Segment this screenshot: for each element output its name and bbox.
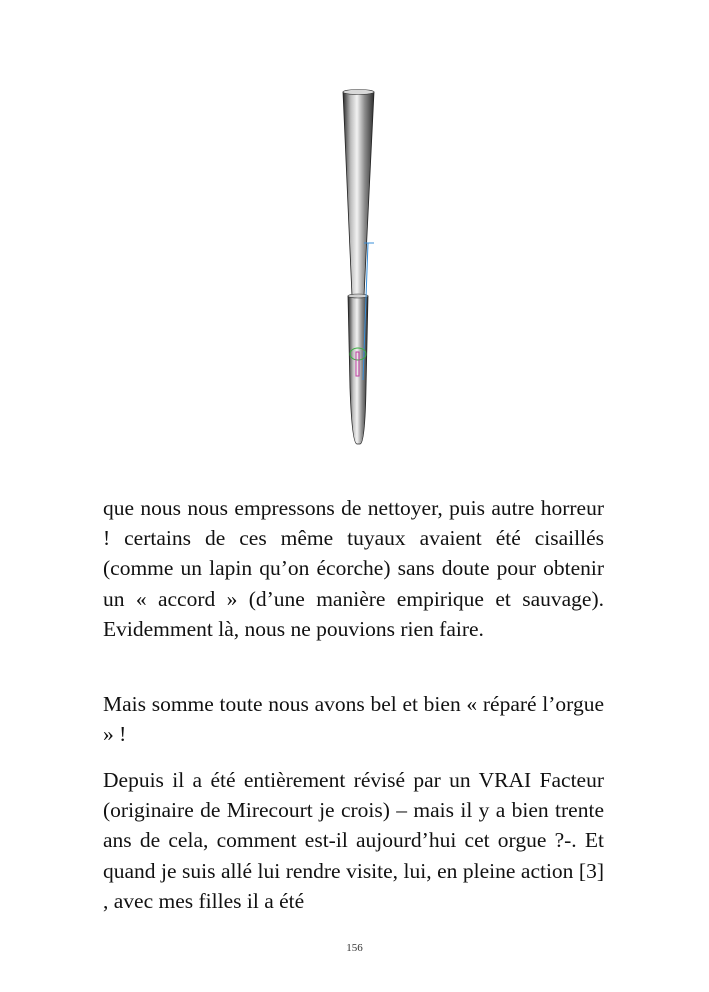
page-number: 156 <box>346 942 363 954</box>
paragraph-text: Depuis il a été entièrement révisé par un VRAI Facteur (originaire de Mirecourt je crois) – mais il y a bien trente ans de cela, comment est-il aujourd’hui cet orgue ?-. Et quand je suis allé lui rendre visite, lui, en pleine action [3] , avec mes filles il a été <box>103 768 604 913</box>
paragraph-3 <box>103 765 604 916</box>
organ-pipe-reed-icon <box>330 88 390 448</box>
paragraph-2 <box>103 689 604 749</box>
organ-pipe-figure <box>330 88 390 448</box>
paragraph-text: Mais somme toute nous avons bel et bien « réparé l’orgue » ! <box>103 692 604 747</box>
paragraph-text: que nous nous empressons de nettoyer, puis autre horreur ! certains de ces même tuyaux avaient été cisaillés (comme un lapin qu’on écorche) sans doute pour obtenir un « accord » (d’une manière empirique et sauvage). Evidemment là, nous ne pouvions rien faire. <box>103 496 604 641</box>
paragraph-1 <box>103 493 604 644</box>
